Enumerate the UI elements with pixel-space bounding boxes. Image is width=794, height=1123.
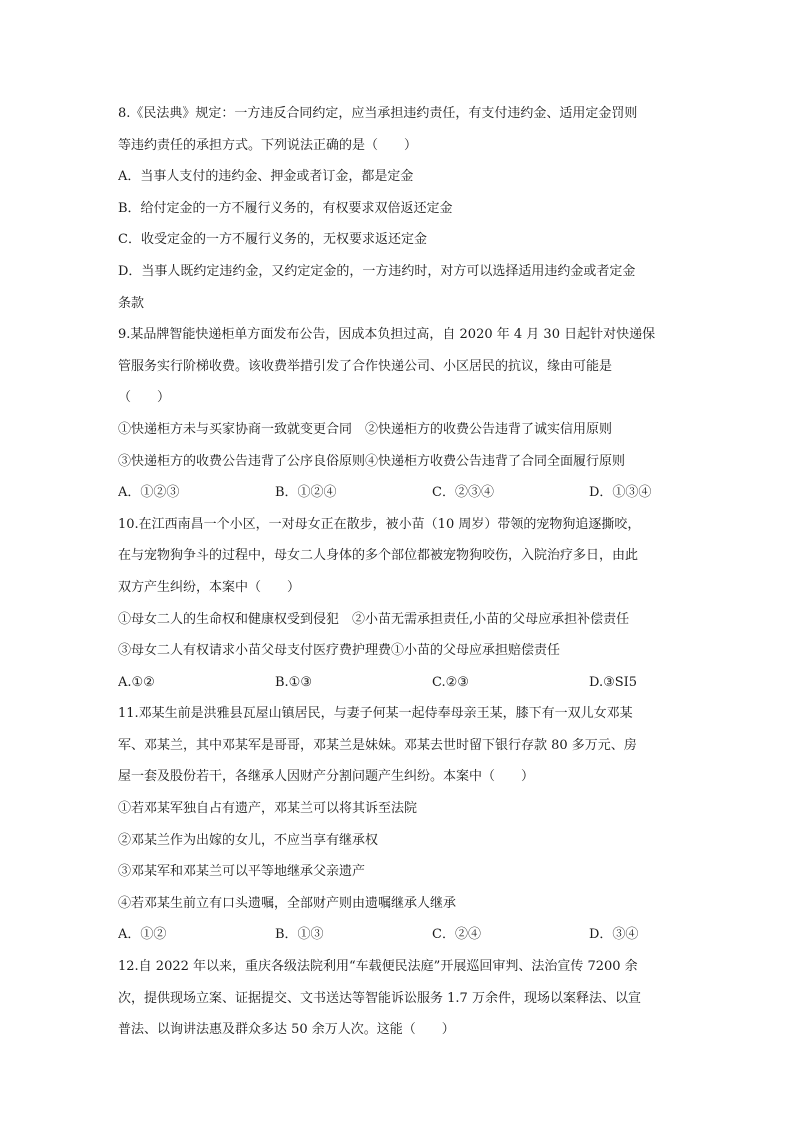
question-12 [118,951,678,1046]
question-9 [118,319,678,509]
statement-line: ①快递柜方未与买家协商一致就变更合同 ②快递柜方的收费公告违背了诚实信用原则 [118,421,613,437]
question-stem-line: （ ） [118,390,171,406]
question-stem-line: 12.自 2022 年以来，重庆各级法院利用“车载便民法庭”开展巡回审判、法治宣传 7200 余 [118,959,638,975]
question-10 [118,509,678,699]
question-stem-line: 双方产生纠纷，本案中（ ） [118,579,301,595]
choice-c: C.②③ [432,674,469,690]
question-stem-line: 普法、以询讲法惠及群众多达 50 余万人次。这能（ ） [118,1022,455,1038]
question-stem-line: 在与宠物狗争斗的过程中，母女二人身体的多个部位都被宠物狗咬伤，入院治疗多日，由此 [118,548,639,564]
option-b: B．给付定金的一方不履行义务的，有权要求双倍返还定金 [118,200,453,216]
statement-line: ①若邓某军独自占有遗产，邓某兰可以将其诉至法院 [118,801,418,817]
choice-a: A．①② [118,927,167,943]
statement-line: ④若邓某生前立有口头遗嘱，全部财产则由遗嘱继承人继承 [118,895,457,911]
statement-line: ③邓某军和邓某兰可以平等地继承父亲遗产 [118,864,366,880]
question-stem-line: 管服务实行阶梯收费。该收费举措引发了合作快递公司、小区居民的抗议，缘由可能是 [118,358,613,374]
question-stem-line: 9.某品牌智能快递柜单方面发布公告，因成本负担过高，自 2020 年 4 月 30 日起针对快递保 [118,327,656,343]
statement-line: ③快递柜方的收费公告违背了公序良俗原则④快递柜方收费公告违背了合同全面履行原则 [118,453,626,469]
choice-b: B．①②④ [275,485,337,501]
question-stem-line: 8.《民法典》规定：一方违反合同约定，应当承担违约责任，有支付违约金、适用定金罚则 [118,106,638,121]
question-stem-line: 等违约责任的承担方式。下列说法正确的是（ ） [118,137,418,153]
question-stem-line: 11.邓某生前是洪雅县瓦屋山镇居民，与妻子何某一起侍奉母亲王某，膝下有一双儿女邓某 [118,706,633,722]
question-8 [118,98,678,319]
statement-line: ①母女二人的生命权和健康权受到侵犯 ②小苗无需承担责任,小苗的父母应承担补偿责任 [118,611,630,627]
choices-row [118,477,678,509]
option-a: A．当事人支付的违约金、押金或者订金，都是定金 [118,169,414,185]
choice-c: C．②④ [432,927,481,943]
question-stem-line: 10.在江西南昌一个小区，一对母女正在散步，被小苗（10 周岁）带领的宠物狗追逐撕咬， [118,516,641,532]
choice-d: D．①③④ [589,485,652,501]
choices-row [118,919,678,951]
question-stem-line: 次，提供现场立案、证据提交、文书送达等智能诉讼服务 1.7 万余件，现场以案释法、以宣 [118,990,641,1006]
option-c: C．收受定金的一方不履行义务的，无权要求返还定金 [118,232,427,248]
choice-b: B.①③ [275,674,312,690]
choice-c: C．②③④ [432,485,494,501]
choice-a: A．①②③ [118,485,180,501]
question-11 [118,698,678,951]
choices-row [118,667,678,699]
choice-a: A.①② [118,674,155,690]
choice-b: B．①③ [275,927,324,943]
choice-d: D.③SI5 [589,674,638,690]
statement-line: ②邓某兰作为出嫁的女儿，不应当享有继承权 [118,832,379,848]
exam-page [118,98,678,1046]
question-stem-line: 屋一套及股份若干，各继承人因财产分割问题产生纠纷。本案中（ ） [118,769,535,785]
choice-d: D．③④ [589,927,639,943]
option-d: D．当事人既约定违约金，又约定定金的，一方违约时，对方可以选择适用违约金或者定金 [118,263,636,279]
statement-line: ③母女二人有权请求小苗父母支付医疗费护理费①小苗的父母应承担赔偿责任 [118,643,561,659]
question-stem-line: 军、邓某兰，其中邓某军是哥哥，邓某兰是妹妹。邓某去世时留下银行存款 80 多万元、房 [118,737,637,753]
option-d-continued: 条款 [118,295,145,311]
